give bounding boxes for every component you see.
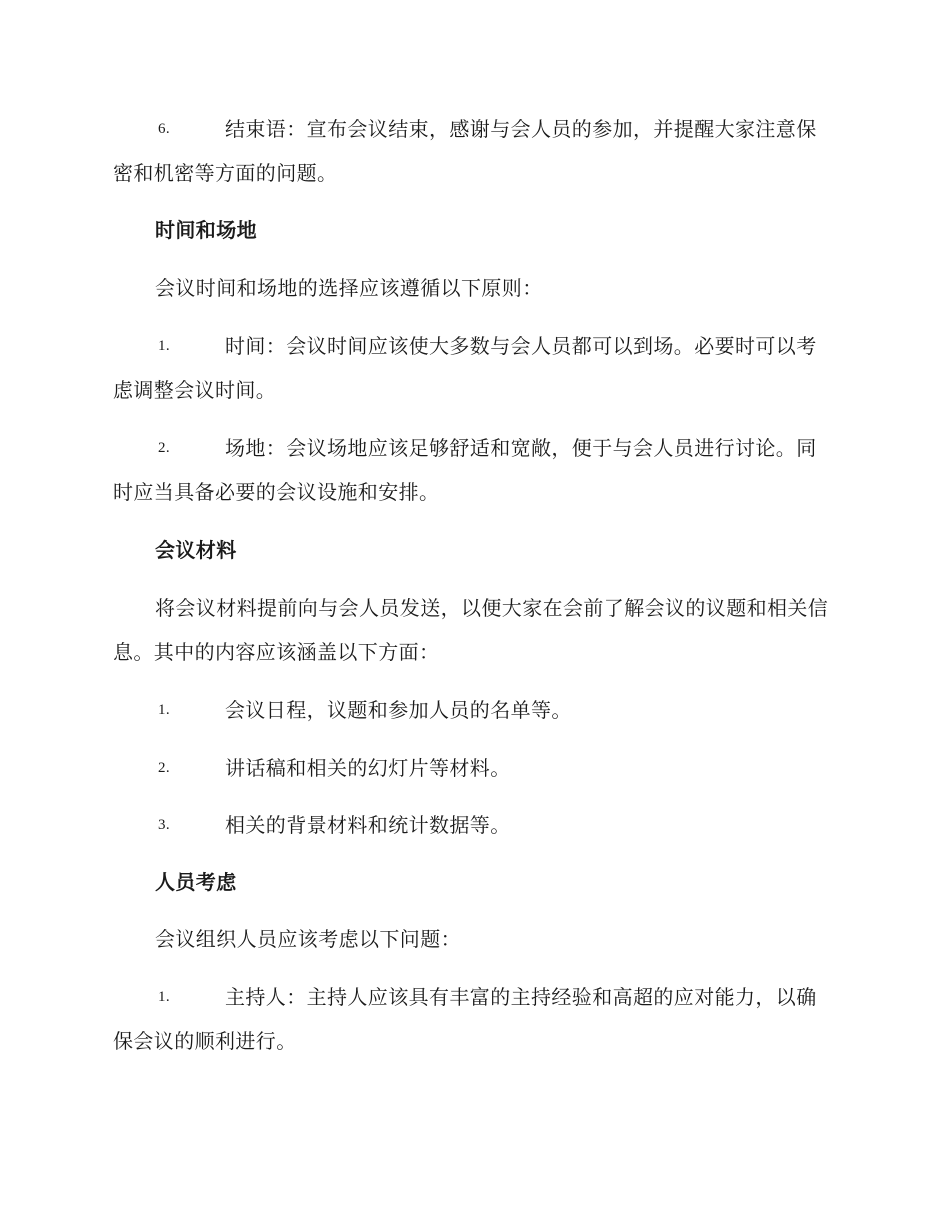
section-heading-time-venue bbox=[113, 208, 833, 252]
list-item-text: 讲话稿和相关的幻灯片等材料。 bbox=[225, 756, 511, 780]
list-number: 2. bbox=[158, 760, 171, 776]
list-number: 3. bbox=[158, 817, 171, 833]
heading-text: 会议材料 bbox=[155, 538, 237, 562]
paragraph-text: 会议时间和场地的选择应该遵循以下原则： bbox=[155, 276, 543, 300]
list-item-background bbox=[113, 803, 833, 847]
heading-text: 人员考虑 bbox=[155, 870, 237, 894]
list-item-slides bbox=[113, 746, 833, 790]
list-item-venue bbox=[113, 426, 833, 514]
paragraph-personnel-intro bbox=[113, 917, 833, 961]
paragraph-text: 将会议材料提前向与会人员发送，以便大家在会前了解会议的议题和相关信息。其中的内容应该涵盖以下方面： bbox=[113, 596, 829, 664]
list-item-time bbox=[113, 324, 833, 412]
heading-text: 时间和场地 bbox=[155, 218, 257, 242]
list-item-text: 时间：会议时间应该使大多数与会人员都可以到场。必要时可以考虑调整会议时间。 bbox=[113, 334, 817, 402]
list-number: 2. bbox=[158, 440, 171, 456]
list-item-text: 场地：会议场地应该足够舒适和宽敞，便于与会人员进行讨论。同时应当具备必要的会议设施和安排。 bbox=[113, 436, 817, 504]
list-item-text: 主持人：主持人应该具有丰富的主持经验和高超的应对能力，以确保会议的顺利进行。 bbox=[113, 985, 817, 1053]
list-number: 1. bbox=[158, 338, 171, 354]
section-heading-materials bbox=[113, 528, 833, 572]
list-item-closing bbox=[113, 107, 833, 195]
section-heading-personnel bbox=[113, 860, 833, 904]
paragraph-materials-intro bbox=[113, 586, 833, 674]
list-number: 6. bbox=[158, 121, 171, 137]
list-number: 1. bbox=[158, 702, 171, 718]
paragraph-time-venue-intro bbox=[113, 266, 833, 310]
list-item-text: 相关的背景材料和统计数据等。 bbox=[225, 813, 511, 837]
paragraph-text: 会议组织人员应该考虑以下问题： bbox=[155, 927, 461, 951]
list-item-text: 结束语：宣布会议结束，感谢与会人员的参加，并提醒大家注意保密和机密等方面的问题。 bbox=[113, 117, 817, 185]
list-item-host bbox=[113, 975, 833, 1063]
list-number: 1. bbox=[158, 989, 171, 1005]
list-item-text: 会议日程，议题和参加人员的名单等。 bbox=[225, 698, 572, 722]
list-item-agenda bbox=[113, 688, 833, 732]
